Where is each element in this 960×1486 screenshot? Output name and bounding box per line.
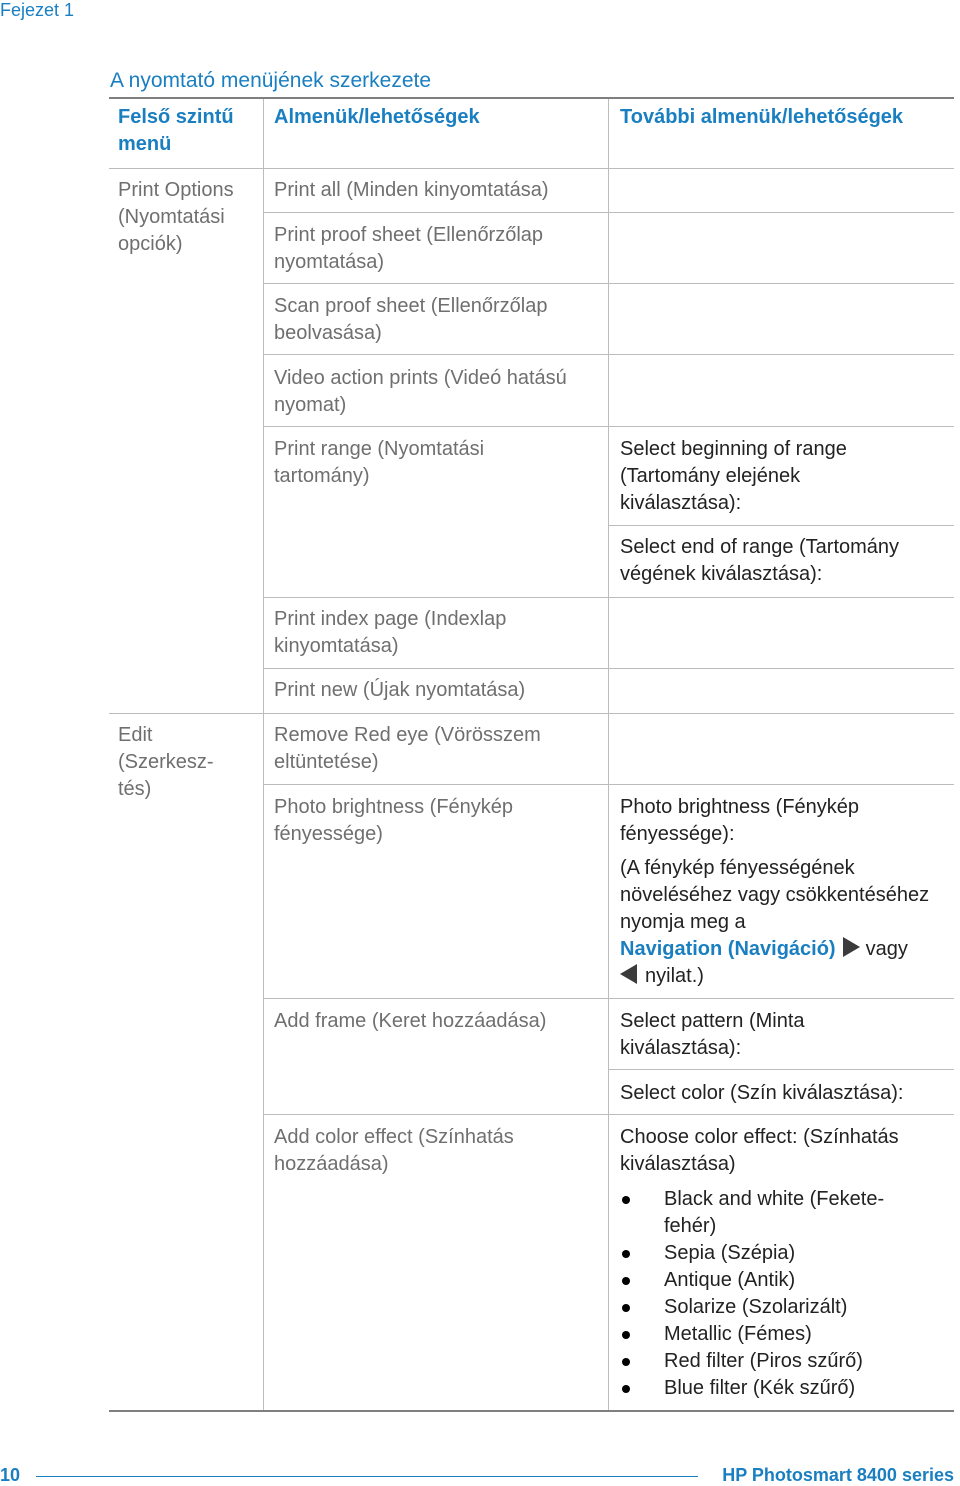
brightness-hint-or: vagy: [865, 938, 908, 960]
row-divider: [264, 283, 954, 284]
option-print-all: Print all (Minden kinyomtatása): [274, 179, 549, 201]
left-arrow-icon: [620, 964, 637, 984]
color-effect-list: [620, 1186, 924, 1402]
row-divider: [264, 998, 954, 999]
bullet-icon: [622, 1196, 630, 1204]
bullet-icon: [622, 1385, 630, 1393]
suboption-select-end: Select end of range (Tartomány végének kiválasztása):: [620, 536, 900, 585]
bullet-icon: [622, 1304, 630, 1312]
menu-print-options: Print Options (Nyomtatási opciók): [118, 179, 234, 255]
menu-edit: Edit (Szerkesz-tés): [118, 724, 214, 800]
product-name: HP Photosmart 8400 series: [722, 1465, 954, 1485]
effect-label: Black and white (Fekete-fehér): [664, 1188, 885, 1237]
suboption-choose-color-effect: Choose color effect: (Színhatás kiválasztása): [620, 1126, 899, 1175]
bullet-icon: [622, 1358, 630, 1366]
table-top-rule: [109, 97, 954, 99]
suboption-photo-brightness: Photo brightness (Fénykép fényessége):: [620, 796, 860, 845]
brightness-hint-end: nyilat.): [645, 965, 704, 987]
row-divider: [609, 1069, 954, 1070]
option-remove-red-eye: Remove Red eye (Vörösszem eltüntetése): [274, 724, 541, 773]
option-print-index-page: Print index page (Indexlap kinyomtatása): [274, 608, 507, 657]
table-bottom-rule: [109, 1410, 954, 1412]
list-item: [620, 1186, 924, 1240]
bullet-icon: [622, 1331, 630, 1339]
list-item: [620, 1348, 924, 1375]
right-arrow-icon: [843, 937, 860, 957]
list-item: [620, 1240, 924, 1267]
bullet-icon: [622, 1250, 630, 1258]
effect-label: Solarize (Szolarizált): [664, 1296, 848, 1318]
option-print-proof-sheet: Print proof sheet (Ellenőrzőlap nyomtatása): [274, 224, 544, 273]
option-scan-proof-sheet: Scan proof sheet (Ellenőrzőlap beolvasása): [274, 295, 548, 344]
effect-label: Sepia (Szépia): [664, 1242, 796, 1264]
option-add-frame: Add frame (Keret hozzáadása): [274, 1010, 547, 1032]
effect-label: Metallic (Fémes): [664, 1323, 812, 1345]
column-divider: [263, 99, 264, 1410]
row-divider: [264, 784, 954, 785]
row-divider: [264, 668, 954, 669]
option-print-new: Print new (Újak nyomtatása): [274, 679, 526, 701]
row-divider: [264, 1114, 954, 1115]
footer-rule: [36, 1476, 698, 1477]
suboption-select-pattern: Select pattern (Minta kiválasztása):: [620, 1010, 805, 1059]
effect-label: Red filter (Piros szűrő): [664, 1350, 863, 1372]
column-divider: [608, 99, 609, 1410]
chapter-label: Fejezet 1: [0, 0, 75, 20]
list-item: [620, 1294, 924, 1321]
navigation-label: Navigation (Navigáció): [620, 938, 836, 960]
header-top-menu: Felső szintű menü: [118, 106, 234, 155]
option-print-range: Print range (Nyomtatási tartomány): [274, 438, 485, 487]
row-divider: [609, 525, 954, 526]
list-item: [620, 1321, 924, 1348]
row-divider: [109, 713, 954, 714]
page-number: 10: [0, 1465, 21, 1485]
header-further-submenu: További almenük/lehetőségek: [620, 106, 904, 128]
effect-label: Blue filter (Kék szűrő): [664, 1377, 856, 1399]
option-video-action-prints: Video action prints (Videó hatású nyomat): [274, 367, 567, 416]
header-rule: [109, 168, 954, 169]
list-item: [620, 1375, 924, 1402]
row-divider: [264, 426, 954, 427]
row-divider: [264, 212, 954, 213]
row-divider: [264, 597, 954, 598]
brightness-instructions: [620, 855, 945, 990]
suboption-select-color: Select color (Szín kiválasztása):: [620, 1082, 904, 1104]
header-submenu: Almenük/lehetőségek: [274, 106, 480, 128]
option-add-color-effect: Add color effect (Színhatás hozzáadása): [274, 1126, 514, 1175]
list-item: [620, 1267, 924, 1294]
suboption-select-beginning: Select beginning of range (Tartomány elejének kiválasztása):: [620, 438, 847, 514]
option-photo-brightness: Photo brightness (Fénykép fényessége): [274, 796, 514, 845]
effect-label: Antique (Antik): [664, 1269, 796, 1291]
section-title: A nyomtató menüjének szerkezete: [110, 69, 432, 92]
bullet-icon: [622, 1277, 630, 1285]
brightness-hint-text: (A fénykép fényességének növeléséhez vagy csökkentéséhez nyomja meg a: [620, 857, 930, 933]
row-divider: [264, 354, 954, 355]
